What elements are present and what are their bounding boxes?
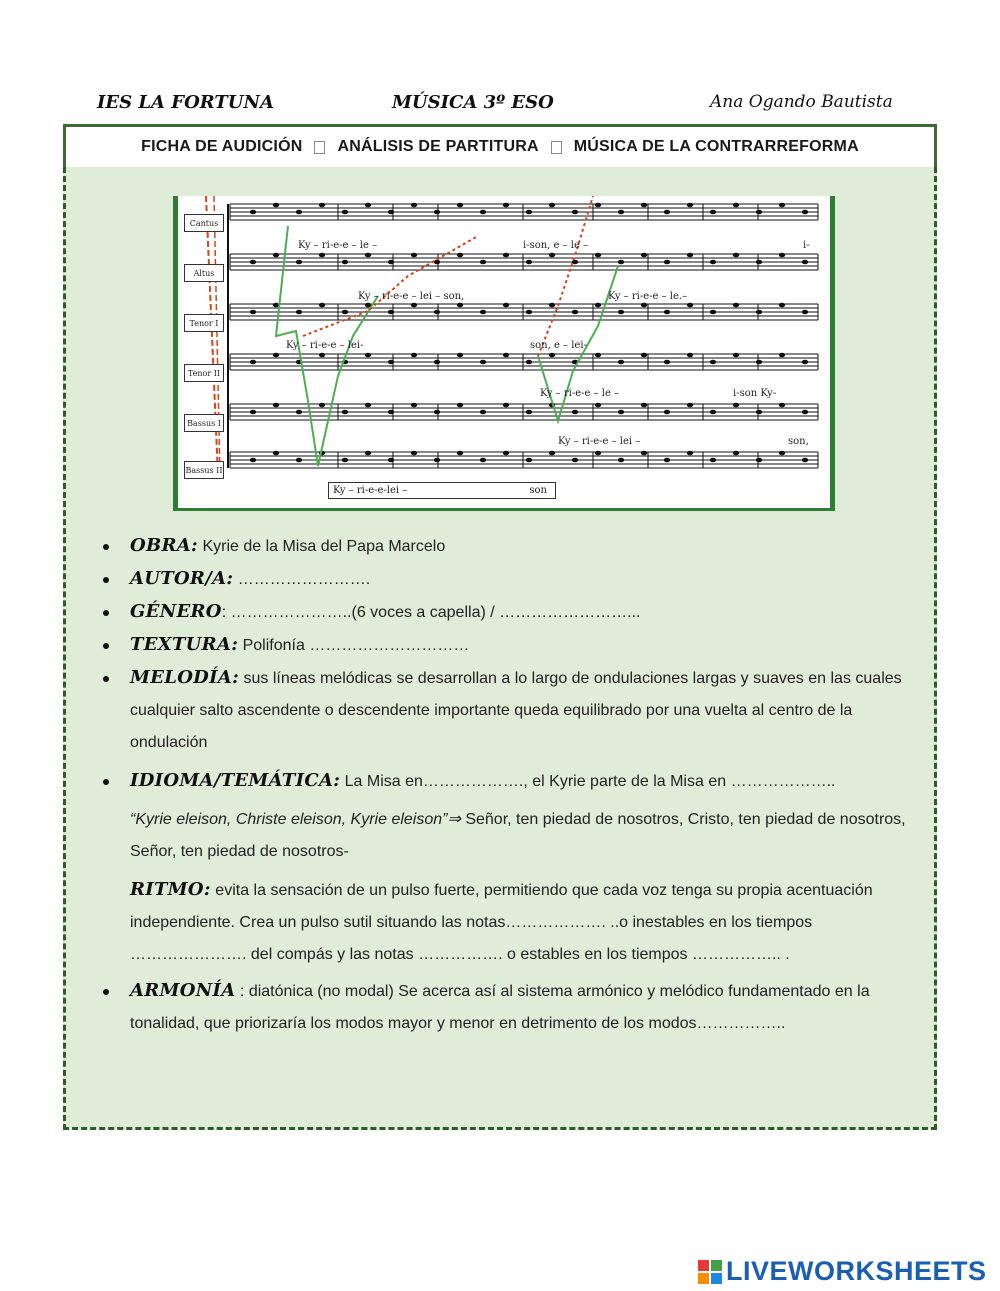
item-text: Kyrie de la Misa del Papa Marcelo bbox=[202, 538, 446, 555]
note-head bbox=[434, 260, 440, 265]
note-head bbox=[273, 451, 279, 456]
note-head bbox=[526, 360, 532, 365]
note-head bbox=[733, 203, 739, 208]
note-head bbox=[733, 451, 739, 456]
note-head bbox=[388, 260, 394, 265]
note-head bbox=[273, 253, 279, 258]
note-head bbox=[641, 403, 647, 408]
term-label: ARMONÍA bbox=[130, 980, 236, 1001]
checkbox-icon bbox=[551, 141, 562, 154]
note-head bbox=[365, 253, 371, 258]
title-part-contrarreforma: MÚSICA DE LA CONTRARREFORMA bbox=[573, 138, 859, 155]
liveworksheets-logo bbox=[698, 1256, 987, 1287]
note-head bbox=[779, 451, 785, 456]
note-head bbox=[549, 451, 555, 456]
note-head bbox=[618, 210, 624, 215]
author-name: Ana Ogando Bautista bbox=[710, 92, 893, 112]
note-head bbox=[296, 260, 302, 265]
note-head bbox=[296, 210, 302, 215]
note-head bbox=[503, 253, 509, 258]
note-head bbox=[526, 410, 532, 415]
note-head bbox=[756, 210, 762, 215]
note-head bbox=[411, 253, 417, 258]
note-head bbox=[664, 360, 670, 365]
note-head bbox=[779, 203, 785, 208]
item-text: …………………..(6 voces a capella) / ……………………... bbox=[230, 604, 641, 621]
note-head bbox=[687, 403, 693, 408]
title-part-audicion: FICHA DE AUDICIÓN bbox=[141, 138, 303, 155]
note-head bbox=[687, 253, 693, 258]
note-head bbox=[664, 458, 670, 463]
note-head bbox=[296, 310, 302, 315]
note-head bbox=[411, 451, 417, 456]
note-head bbox=[733, 353, 739, 358]
note-head bbox=[549, 353, 555, 358]
logo-text: LIVEWORKSHEETS bbox=[726, 1256, 987, 1286]
term-label: GÉNERO bbox=[130, 601, 222, 622]
note-head bbox=[549, 303, 555, 308]
note-head bbox=[342, 260, 348, 265]
lyric: i-son Ky- bbox=[733, 388, 777, 399]
note-head bbox=[411, 353, 417, 358]
note-head bbox=[756, 410, 762, 415]
lyric: Ky – ri-e-e – lei – son, bbox=[358, 291, 465, 302]
logo-block bbox=[711, 1260, 722, 1271]
lyric: son bbox=[529, 485, 547, 496]
list-item-genero: GÉNERO: …………………..(6 voces a capella) / ……………………... bbox=[100, 596, 930, 629]
note-head bbox=[779, 303, 785, 308]
note-head bbox=[411, 403, 417, 408]
note-head bbox=[710, 410, 716, 415]
note-head bbox=[526, 210, 532, 215]
term-label: RITMO bbox=[130, 879, 204, 900]
kyrie-quote: “Kyrie eleison, Christe eleison, Kyrie eleison”⇒ bbox=[130, 811, 461, 828]
voice-label-bassus-ii: Bassus II bbox=[184, 461, 224, 479]
note-head bbox=[457, 303, 463, 308]
note-head bbox=[733, 403, 739, 408]
note-head bbox=[595, 203, 601, 208]
note-head bbox=[342, 210, 348, 215]
note-head bbox=[250, 458, 256, 463]
note-head bbox=[250, 310, 256, 315]
note-head bbox=[595, 403, 601, 408]
note-head bbox=[710, 260, 716, 265]
note-head bbox=[503, 203, 509, 208]
subject-name: MÚSICA 3º ESO bbox=[392, 92, 554, 113]
list-item-armonia bbox=[100, 975, 930, 1040]
voice-label-tenor-ii: Tenor II bbox=[184, 364, 224, 382]
note-head bbox=[641, 451, 647, 456]
note-head bbox=[319, 253, 325, 258]
term-label: AUTOR/A bbox=[130, 568, 227, 589]
worksheet-title bbox=[63, 124, 937, 170]
note-head bbox=[457, 403, 463, 408]
bullet-icon bbox=[103, 676, 109, 682]
note-head bbox=[480, 458, 486, 463]
note-head bbox=[641, 353, 647, 358]
item-text: evita la sensación de un pulso fuerte, permitiendo que cada voz tenga su propia acentuación independiente. Crea un pulso sutil situando las notas………………. ..o inestables en los tiempos …………………. del compás y las notas ……………. o estables en los tiempos …………….. . bbox=[130, 882, 873, 963]
note-head bbox=[572, 210, 578, 215]
note-head bbox=[549, 253, 555, 258]
kyrie-translation: Señor, ten piedad de nosotros, Cristo, ten piedad de nosotros, Señor, ten piedad de nosotros- bbox=[130, 811, 906, 860]
list-item-melodia: MELODÍA: sus líneas melódicas se desarrollan a lo largo de ondulaciones largas y suaves en las cuales cualquier salto ascendente o descendente importante queda equilibrado por una vuelta al centro de la ondulación bbox=[100, 662, 930, 759]
note-head bbox=[756, 310, 762, 315]
note-head bbox=[388, 210, 394, 215]
note-head bbox=[641, 253, 647, 258]
note-head bbox=[457, 353, 463, 358]
note-head bbox=[595, 253, 601, 258]
note-head bbox=[365, 403, 371, 408]
item-text: sus líneas melódicas se desarrollan a lo largo de ondulaciones largas y suaves en las cuales cualquier salto ascendente o descendente importante queda equilibrado por una vuelta al centro de la ondulación bbox=[130, 670, 902, 751]
note-head bbox=[388, 360, 394, 365]
list-item-textura: TEXTURA: Polifonía ………………………… bbox=[100, 629, 930, 662]
note-head bbox=[618, 410, 624, 415]
note-head bbox=[480, 410, 486, 415]
note-head bbox=[664, 260, 670, 265]
item-text: ……………………. bbox=[237, 571, 371, 588]
idioma-translation bbox=[100, 804, 930, 868]
note-head bbox=[802, 210, 808, 215]
note-head bbox=[342, 458, 348, 463]
note-head bbox=[342, 310, 348, 315]
voice-label-altus: Altus bbox=[184, 264, 224, 282]
note-head bbox=[296, 458, 302, 463]
bullet-icon bbox=[103, 577, 109, 583]
note-head bbox=[434, 210, 440, 215]
note-head bbox=[480, 260, 486, 265]
term-label: IDIOMA/TEMÁTICA bbox=[130, 770, 334, 791]
term-label: OBRA bbox=[130, 535, 192, 556]
note-head bbox=[388, 410, 394, 415]
note-head bbox=[664, 310, 670, 315]
note-head bbox=[641, 303, 647, 308]
bullet-icon bbox=[103, 989, 109, 995]
item-text: : diatónica (no modal) Se acerca así al sistema armónico y melódico fundamentado en la tonalidad, que priorizaría los modos mayor y menor en detrimento de los modos…………….. bbox=[130, 983, 870, 1032]
term-label: MELODÍA bbox=[130, 667, 233, 688]
lyric: son, bbox=[788, 436, 809, 447]
note-head bbox=[434, 310, 440, 315]
note-head bbox=[250, 260, 256, 265]
note-head bbox=[388, 310, 394, 315]
lyric: Ky – ri-e-e – le.– bbox=[608, 291, 688, 302]
lyric: Ky – ri-e-e – le – bbox=[298, 240, 378, 251]
note-head bbox=[687, 303, 693, 308]
note-head bbox=[526, 458, 532, 463]
note-head bbox=[365, 451, 371, 456]
list-item-autor: AUTOR/A: ……………………. bbox=[100, 563, 930, 596]
score-staves bbox=[178, 196, 820, 505]
note-head bbox=[618, 458, 624, 463]
note-head bbox=[779, 353, 785, 358]
lyric: i-son, e – le – bbox=[523, 240, 589, 251]
note-head bbox=[319, 403, 325, 408]
ritmo-block: RITMO: evita la sensación de un pulso fuerte, permitiendo que cada voz tenga su propia acentuación independiente. Crea un pulso sutil situando las notas………………. ..o inestables en los tiempos …………………. del compás y las notas ……………. o estables en los tiempos …………….. . bbox=[130, 879, 873, 963]
note-head bbox=[503, 451, 509, 456]
lyric: Ky – ri-e-e – lei- bbox=[286, 340, 364, 351]
note-head bbox=[319, 203, 325, 208]
note-head bbox=[434, 458, 440, 463]
checkbox-icon bbox=[314, 141, 325, 154]
note-head bbox=[618, 260, 624, 265]
note-head bbox=[710, 458, 716, 463]
note-head bbox=[273, 403, 279, 408]
bullet-icon bbox=[103, 779, 109, 785]
score-image bbox=[173, 196, 835, 511]
note-head bbox=[365, 353, 371, 358]
note-head bbox=[365, 203, 371, 208]
note-head bbox=[457, 203, 463, 208]
note-head bbox=[250, 360, 256, 365]
note-head bbox=[480, 310, 486, 315]
note-head bbox=[802, 410, 808, 415]
school-name: IES LA FORTUNA bbox=[97, 92, 274, 113]
note-head bbox=[802, 360, 808, 365]
title-part-analisis: ANÁLISIS DE PARTITURA bbox=[337, 138, 539, 155]
note-head bbox=[802, 260, 808, 265]
note-head bbox=[457, 451, 463, 456]
note-head bbox=[549, 203, 555, 208]
note-head bbox=[526, 260, 532, 265]
note-head bbox=[779, 403, 785, 408]
melody-contour-line bbox=[206, 196, 218, 476]
melody-contour-line bbox=[303, 236, 478, 336]
logo-block bbox=[711, 1273, 722, 1284]
note-head bbox=[756, 458, 762, 463]
note-head bbox=[572, 410, 578, 415]
note-head bbox=[250, 410, 256, 415]
note-head bbox=[733, 303, 739, 308]
logo-icon bbox=[698, 1260, 722, 1284]
voice-label-bassus-i: Bassus I bbox=[184, 414, 224, 432]
note-head bbox=[526, 310, 532, 315]
note-head bbox=[595, 303, 601, 308]
note-head bbox=[572, 310, 578, 315]
note-head bbox=[687, 451, 693, 456]
list-item-idioma: IDIOMA/TEMÁTICA: La Misa en………………., el Kyrie parte de la Misa en ……………….. bbox=[100, 765, 930, 798]
note-head bbox=[572, 458, 578, 463]
note-head bbox=[756, 260, 762, 265]
note-head bbox=[434, 410, 440, 415]
note-head bbox=[480, 360, 486, 365]
list-item-obra: OBRA: Kyrie de la Misa del Papa Marcelo bbox=[100, 530, 930, 563]
note-head bbox=[618, 310, 624, 315]
note-head bbox=[457, 253, 463, 258]
note-head bbox=[779, 253, 785, 258]
note-head bbox=[664, 210, 670, 215]
note-head bbox=[595, 353, 601, 358]
bullet-icon bbox=[103, 643, 109, 649]
item-text: Polifonía ………………………… bbox=[242, 637, 470, 654]
note-head bbox=[641, 203, 647, 208]
note-head bbox=[664, 410, 670, 415]
note-head bbox=[434, 360, 440, 365]
note-head bbox=[250, 210, 256, 215]
note-head bbox=[687, 203, 693, 208]
note-head bbox=[710, 210, 716, 215]
note-head bbox=[756, 360, 762, 365]
note-head bbox=[687, 353, 693, 358]
note-head bbox=[319, 353, 325, 358]
item-text: La Misa en………………., el Kyrie parte de la Misa en ……………….. bbox=[344, 773, 836, 790]
note-head bbox=[411, 203, 417, 208]
lyric: Ky – ri-e-e – le – bbox=[540, 388, 620, 399]
voice-label-tenor-i: Tenor I bbox=[184, 314, 224, 332]
note-head bbox=[733, 253, 739, 258]
note-head bbox=[273, 353, 279, 358]
logo-block bbox=[698, 1260, 709, 1271]
voice-label-cantus: Cantus bbox=[184, 214, 224, 232]
bullet-icon bbox=[103, 544, 109, 550]
note-head bbox=[342, 410, 348, 415]
note-head bbox=[296, 410, 302, 415]
note-head bbox=[710, 310, 716, 315]
note-head bbox=[503, 353, 509, 358]
note-head bbox=[802, 310, 808, 315]
note-head bbox=[618, 360, 624, 365]
note-head bbox=[273, 203, 279, 208]
logo-block bbox=[698, 1273, 709, 1284]
note-head bbox=[710, 360, 716, 365]
note-head bbox=[802, 458, 808, 463]
lyric: son, e – lei- bbox=[530, 340, 587, 351]
note-head bbox=[595, 451, 601, 456]
note-head bbox=[388, 458, 394, 463]
term-label: TEXTURA bbox=[130, 634, 232, 655]
bullet-icon bbox=[103, 610, 109, 616]
note-head bbox=[503, 403, 509, 408]
lyric: i- bbox=[803, 240, 810, 251]
lyric: Ky – ri-e-e – lei – bbox=[558, 436, 641, 447]
note-head bbox=[411, 303, 417, 308]
bassus-lyric-box bbox=[328, 482, 556, 499]
analysis-list bbox=[100, 530, 930, 1040]
note-head bbox=[503, 303, 509, 308]
lyric: Ky – ri-e-e-lei – bbox=[333, 485, 408, 496]
note-head bbox=[319, 303, 325, 308]
note-head bbox=[480, 210, 486, 215]
